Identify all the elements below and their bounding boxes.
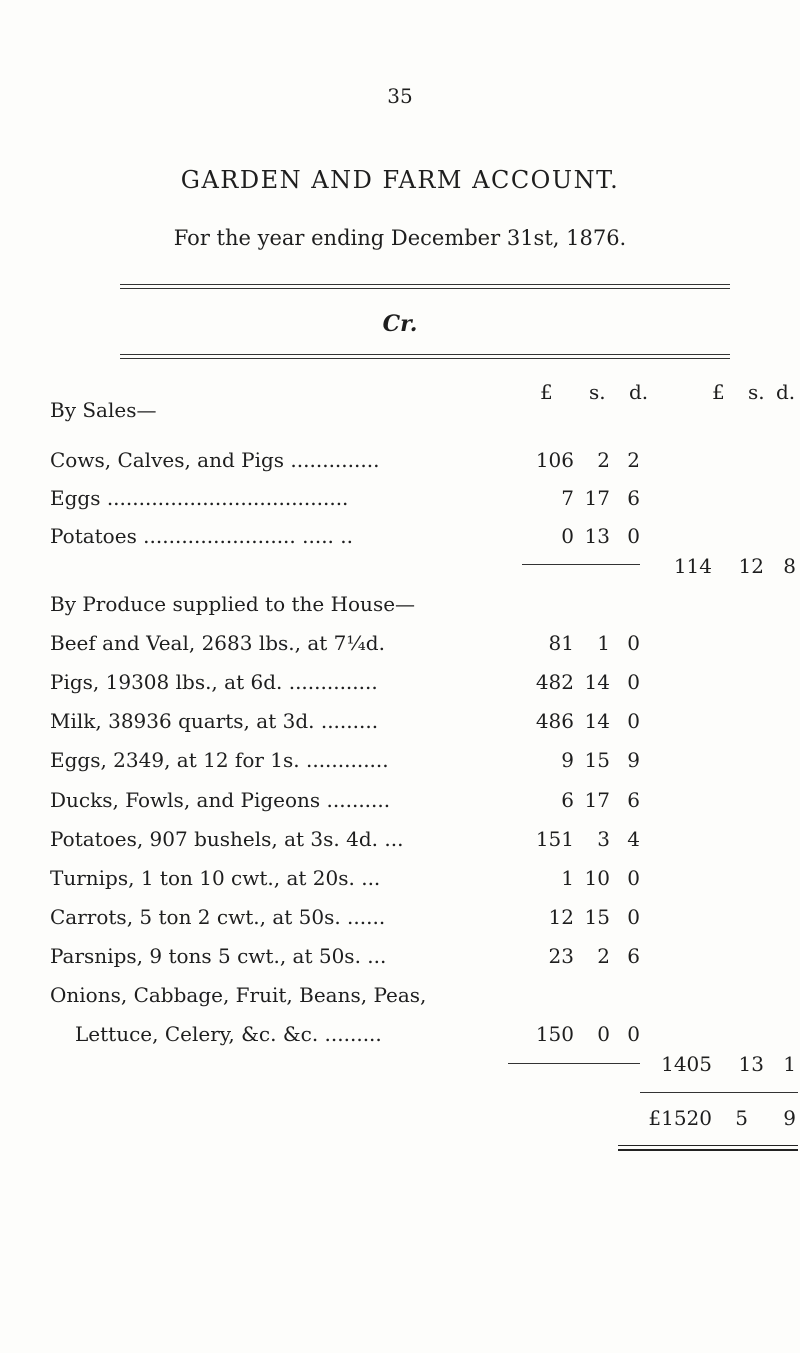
item-shillings: 0 xyxy=(597,1022,610,1046)
grand-total-pounds: £1520 xyxy=(648,1106,712,1130)
header-shillings-left: s. xyxy=(589,380,606,404)
header-pence-left: d. xyxy=(629,380,649,404)
item-shillings: 2 xyxy=(597,448,610,472)
item-pence: 0 xyxy=(627,524,640,548)
item-pence: 6 xyxy=(627,788,640,812)
item-label: Potatoes ........................ ..... .. xyxy=(50,524,353,548)
item-label: Pigs, 19308 lbs., at 6d. .............. xyxy=(50,670,378,694)
item-label: Milk, 38936 quarts, at 3d. ......... xyxy=(50,709,379,733)
subtotal-shillings: 12 xyxy=(738,554,764,578)
item-label-line1: Onions, Cabbage, Fruit, Beans, Peas, xyxy=(50,983,427,1007)
grand-total-pence: 9 xyxy=(783,1106,796,1130)
header-shillings-right: s. xyxy=(748,380,765,404)
item-label: Carrots, 5 ton 2 cwt., at 50s. ...... xyxy=(50,905,386,929)
item-pounds: 150 xyxy=(535,1022,574,1046)
item-pounds: 151 xyxy=(535,827,574,851)
subtotal-pence: 1 xyxy=(783,1052,796,1076)
account-title: GARDEN AND FARM ACCOUNT. xyxy=(180,166,620,194)
item-label: Parsnips, 9 tons 5 cwt., at 50s. ... xyxy=(50,944,387,968)
subtotal-rule xyxy=(508,1063,640,1064)
item-label: Lettuce, Celery, &c. &c. ......... xyxy=(75,1022,382,1046)
item-pence: 0 xyxy=(627,709,640,733)
item-shillings: 10 xyxy=(584,866,610,890)
grand-total-shillings: 5 xyxy=(735,1106,748,1130)
item-pounds: 1 xyxy=(561,866,574,890)
item-shillings: 3 xyxy=(597,827,610,851)
item-pence: 0 xyxy=(627,670,640,694)
section-heading-produce: By Produce supplied to the House— xyxy=(50,592,416,616)
subtotal-pence: 8 xyxy=(783,554,796,578)
item-pence: 0 xyxy=(627,631,640,655)
item-pounds: 7 xyxy=(561,486,574,510)
grand-total-double-rule xyxy=(618,1145,798,1151)
item-pence: 0 xyxy=(627,905,640,929)
item-pence: 9 xyxy=(627,748,640,772)
item-shillings: 15 xyxy=(584,905,610,929)
subtotal-shillings: 13 xyxy=(738,1052,764,1076)
credit-side-label: Cr. xyxy=(382,311,418,337)
item-shillings: 14 xyxy=(584,670,610,694)
item-pence: 0 xyxy=(627,1022,640,1046)
header-pounds-left: £ xyxy=(540,380,553,404)
item-pounds: 6 xyxy=(561,788,574,812)
item-label: Turnips, 1 ton 10 cwt., at 20s. ... xyxy=(50,866,381,890)
item-label: Ducks, Fowls, and Pigeons .......... xyxy=(50,788,391,812)
item-label: Potatoes, 907 bushels, at 3s. 4d. ... xyxy=(50,827,404,851)
item-pounds: 12 xyxy=(548,905,574,929)
item-shillings: 17 xyxy=(584,486,610,510)
item-pounds: 486 xyxy=(535,709,574,733)
top-double-rule xyxy=(120,284,730,289)
item-label: Beef and Veal, 2683 lbs., at 7¼d. xyxy=(50,631,385,655)
item-pence: 2 xyxy=(627,448,640,472)
header-pounds-right: £ xyxy=(712,380,725,404)
item-pence: 6 xyxy=(627,486,640,510)
header-pence-right: d. xyxy=(776,380,796,404)
item-pence: 6 xyxy=(627,944,640,968)
section-heading-sales: By Sales— xyxy=(50,398,157,422)
item-label: Eggs, 2349, at 12 for 1s. ............. xyxy=(50,748,389,772)
item-shillings: 15 xyxy=(584,748,610,772)
item-shillings: 2 xyxy=(597,944,610,968)
subtotal-pounds: 114 xyxy=(673,554,712,578)
item-shillings: 14 xyxy=(584,709,610,733)
item-label: Cows, Calves, and Pigs .............. xyxy=(50,448,380,472)
item-pounds: 106 xyxy=(535,448,574,472)
item-pounds: 0 xyxy=(561,524,574,548)
account-subtitle: For the year ending December 31st, 1876. xyxy=(173,226,627,250)
item-shillings: 17 xyxy=(584,788,610,812)
item-label: Eggs ...................................... xyxy=(50,486,349,510)
item-shillings: 13 xyxy=(584,524,610,548)
page-number: 35 xyxy=(387,84,413,108)
item-pence: 0 xyxy=(627,866,640,890)
item-pounds: 23 xyxy=(548,944,574,968)
subtotal-pounds: 1405 xyxy=(661,1052,712,1076)
item-pence: 4 xyxy=(627,827,640,851)
subtotal-rule xyxy=(522,564,640,565)
item-shillings: 1 xyxy=(597,631,610,655)
item-pounds: 81 xyxy=(548,631,574,655)
item-pounds: 9 xyxy=(561,748,574,772)
header-double-rule xyxy=(120,354,730,359)
total-rule xyxy=(640,1092,798,1093)
item-pounds: 482 xyxy=(535,670,574,694)
